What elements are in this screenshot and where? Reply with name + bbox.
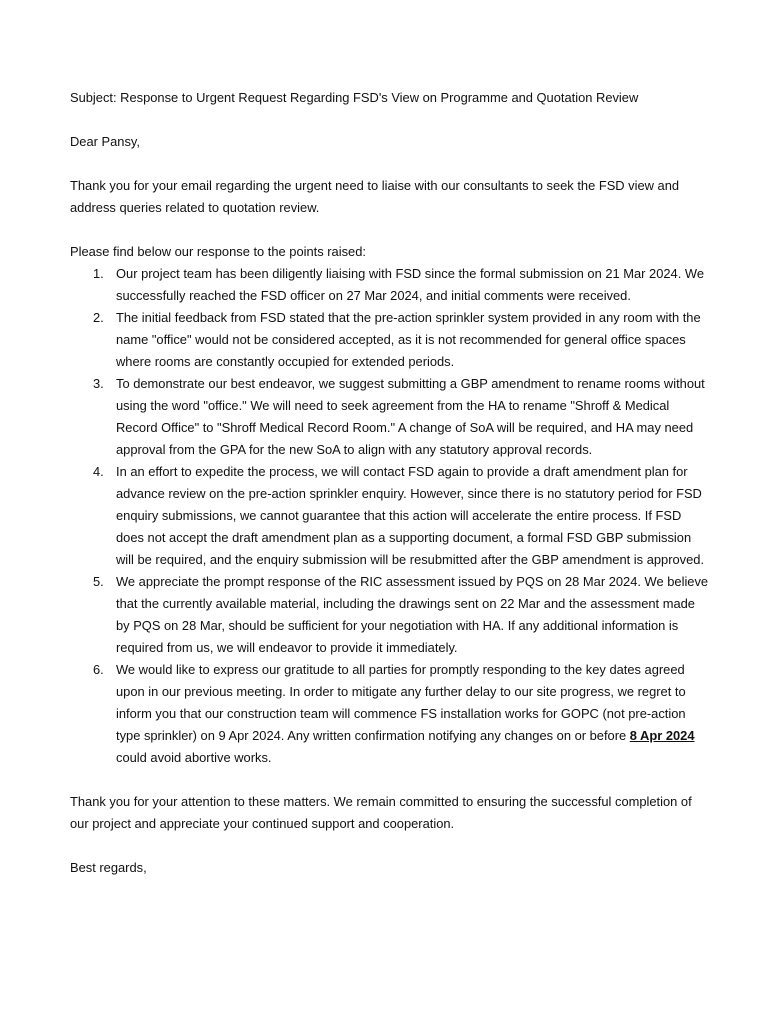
list-intro: Please find below our response to the points raised: xyxy=(70,244,366,259)
list-item xyxy=(70,461,710,571)
list-item-text-end: could avoid abortive works. xyxy=(116,750,272,765)
opening-paragraph: Thank you for your email regarding the urgent need to liaise with our consultants to seek the FSD view and address queries related to quotation review. xyxy=(70,178,680,215)
deadline-date-emphasis: 8 Apr 2024 xyxy=(629,728,695,743)
salutation: Dear Pansy, xyxy=(70,134,140,149)
list-item-number: 1. xyxy=(93,266,104,281)
list-item-text: The initial feedback from FSD stated that the pre-action sprinkler system provided in any room with the name "office" would not be considered accepted, as it is not recommended for general office spaces where rooms are constantly occupied for extended periods. xyxy=(116,310,701,369)
list-item-text: Our project team has been diligently liaising with FSD since the formal submission on 21 Mar 2024. We successfully reached the FSD officer on 27 Mar 2024, and initial comments were received. xyxy=(116,266,704,303)
list-item-text: We would like to express our gratitude to all parties for promptly responding to the key dates agreed upon in our previous meeting. In order to mitigate any further delay to our site progress, we regret to inform you that our construction team will commence FS installation works for GOPC (not pre-action type sprinkler) on 9 Apr 2024. Any written confirmation notifying any changes on or before xyxy=(116,662,686,743)
list-item xyxy=(70,373,710,461)
list-item-number: 5. xyxy=(93,574,104,589)
response-points-list xyxy=(70,263,710,769)
list-item xyxy=(70,571,710,659)
closing-paragraph: Thank you for your attention to these matters. We remain committed to ensuring the successful completion of our project and appreciate your continued support and cooperation. xyxy=(70,794,692,831)
sign-off: Best regards, xyxy=(70,860,147,875)
list-item xyxy=(70,263,710,307)
list-item-text: In an effort to expedite the process, we will contact FSD again to provide a draft amendment plan for advance review on the pre-action sprinkler enquiry. However, since there is no statutory period for FSD enquiry submissions, we cannot guarantee that this action will accelerate the entire process. If FSD does not accept the draft amendment plan as a supporting document, a formal FSD GBP submission will be required, and the enquiry submission will be resubmitted after the GBP amendment is approved. xyxy=(116,464,705,567)
list-item-text: We appreciate the prompt response of the RIC assessment issued by PQS on 28 Mar 2024. We believe that the currently available material, including the drawings sent on 22 Mar and the assessment made by PQS on 28 Mar, should be sufficient for your negotiation with HA. If any additional information is required from us, we will endeavor to provide it immediately. xyxy=(116,574,709,655)
subject-line: Subject: Response to Urgent Request Regarding FSD's View on Programme and Quotation Review xyxy=(70,90,639,105)
list-item xyxy=(70,659,710,769)
list-item-number: 4. xyxy=(93,464,104,479)
letter-body xyxy=(70,87,710,901)
list-item-text: To demonstrate our best endeavor, we suggest submitting a GBP amendment to rename rooms without using the word "office." We will need to seek agreement from the HA to rename "Shroff & Medical Record Office" to "Shroff Medical Record Room." A change of SoA will be required, and HA may need approval from the GPA for the new SoA to align with any statutory approval records. xyxy=(116,376,705,457)
list-item-number: 3. xyxy=(93,376,104,391)
list-item-number: 6. xyxy=(93,662,104,677)
list-item-number: 2. xyxy=(93,310,104,325)
list-item xyxy=(70,307,710,373)
